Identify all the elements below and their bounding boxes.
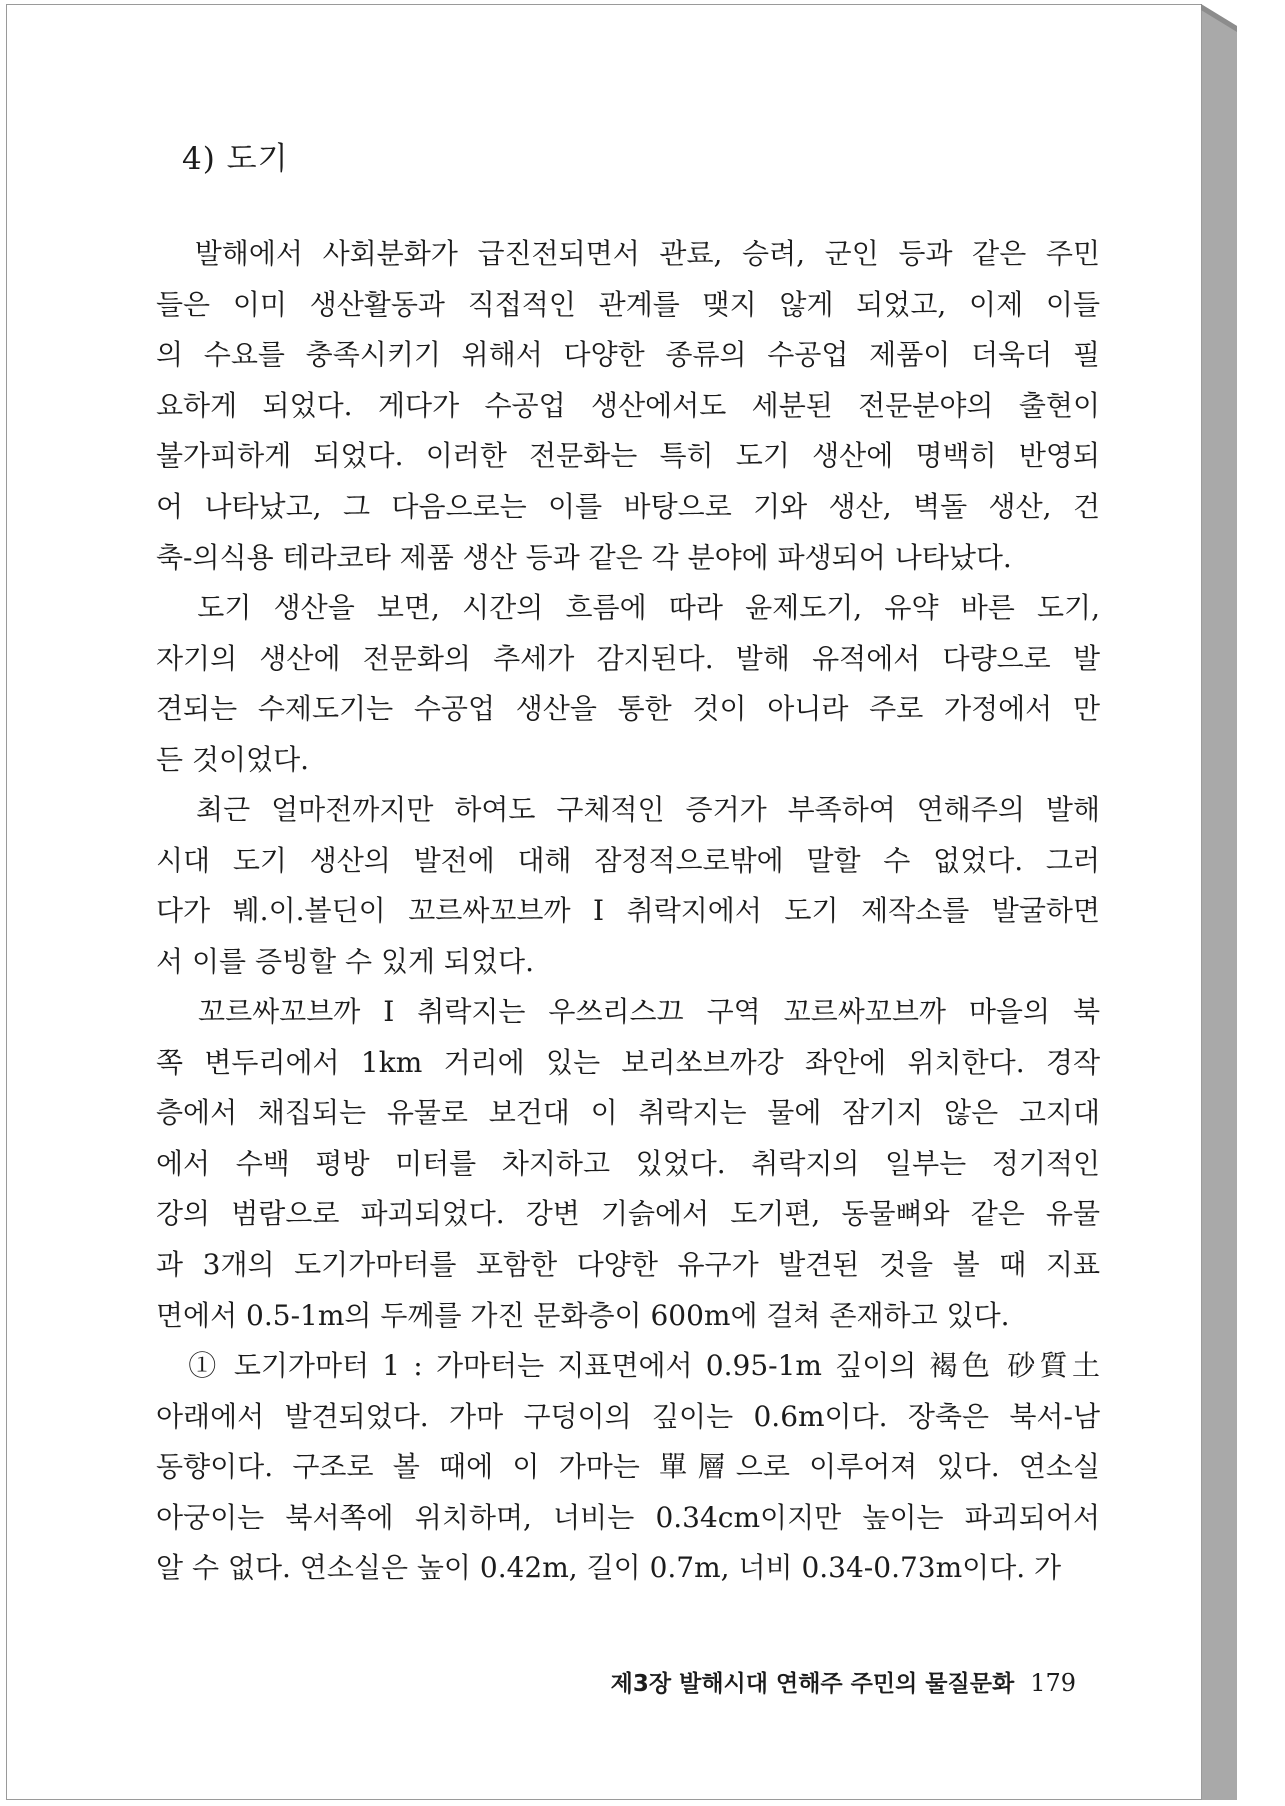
- text-line: 요하게 되었다. 게다가 수공업 생산에서도 세분된 전문분야의 출현이: [156, 388, 1100, 422]
- text-line: 다가 붸.이.볼딘이 꼬르싸꼬브까 I 취락지에서 도기 제작소를 발굴하면: [156, 894, 1100, 928]
- text-line: 서 이를 증빙할 수 있게 되었다.: [156, 944, 534, 978]
- text-line: 들은 이미 생산활동과 직접적인 관계를 맺지 않게 되었고, 이제 이들: [156, 287, 1100, 321]
- paragraph-1: [156, 229, 1100, 583]
- paragraph-5: [156, 1341, 1100, 1594]
- text-line: 든 것이었다.: [156, 742, 310, 776]
- text-line: 아래에서 발견되었다. 가마 구덩이의 깊이는 0.6m이다. 장축은 북서-남: [156, 1399, 1100, 1433]
- text-line: ① 도기가마터 1 : 가마터는 지표면에서 0.95-1m 깊이의 褐色 砂質土: [156, 1349, 1100, 1382]
- page-number: 179: [1030, 1669, 1076, 1697]
- text-line: 쪽 변두리에서 1km 거리에 있는 보리쏘브까강 좌안에 위치한다. 경작: [156, 1045, 1100, 1079]
- paragraph-4: [156, 987, 1100, 1341]
- text-line: 어 나타났고, 그 다음으로는 이를 바탕으로 기와 생산, 벽돌 생산, 건: [156, 489, 1100, 523]
- text-line: 견되는 수제도기는 수공업 생산을 통한 것이 아니라 주로 가정에서 만: [156, 692, 1100, 726]
- text-line: 최근 얼마전까지만 하여도 구체적인 증거가 부족하여 연해주의 발해: [156, 793, 1100, 826]
- chapter-title: 제3장 발해시대 연해주 주민의 물질문화: [610, 1671, 1015, 1697]
- text-line: 면에서 0.5-1m의 두께를 가진 문화층이 600m에 걸쳐 존재하고 있다.: [156, 1298, 1010, 1332]
- text-line: 층에서 채집되는 유물로 보건대 이 취락지는 물에 잠기지 않은 고지대: [156, 1096, 1100, 1130]
- text-line: 아궁이는 북서쪽에 위치하며, 너비는 0.34cm이지만 높이는 파괴되어서: [156, 1500, 1100, 1534]
- section-heading: 4) 도기: [182, 141, 289, 177]
- text-line: 동향이다. 구조로 볼 때에 이 가마는 單層으로 이루어져 있다. 연소실: [156, 1450, 1100, 1484]
- paragraph-3: [156, 785, 1100, 987]
- page-footer: [576, 1665, 1076, 1698]
- book-edge: [1201, 4, 1243, 1800]
- text-line: 축-의식용 테라코타 제품 생산 등과 같은 각 분야에 파생되어 나타났다.: [156, 540, 1012, 574]
- text-line: 발해에서 사회분화가 급진전되면서 관료, 승려, 군인 등과 같은 주민: [156, 237, 1100, 270]
- text-line: 의 수요를 충족시키기 위해서 다양한 종류의 수공업 제품이 더욱더 필: [156, 338, 1100, 372]
- text-line: 강의 범람으로 파괴되었다. 강변 기슭에서 도기편, 동물뼈와 같은 유물: [156, 1197, 1100, 1231]
- text-line: 에서 수백 평방 미터를 차지하고 있었다. 취락지의 일부는 정기적인: [156, 1146, 1100, 1180]
- text-line: 꼬르싸꼬브까 I 취락지는 우쓰리스끄 구역 꼬르싸꼬브까 마을의 북: [156, 995, 1100, 1028]
- text-line: 불가피하게 되었다. 이러한 전문화는 특히 도기 생산에 명백히 반영되: [156, 439, 1100, 473]
- text-line: 알 수 없다. 연소실은 높이 0.42m, 길이 0.7m, 너비 0.34-0.73m이다. 가: [156, 1551, 1062, 1585]
- paragraph-2: [156, 583, 1100, 785]
- text-line: 도기 생산을 보면, 시간의 흐름에 따라 윤제도기, 유약 바른 도기,: [156, 591, 1100, 624]
- text-line: 자기의 생산에 전문화의 추세가 감지된다. 발해 유적에서 다량으로 발: [156, 641, 1100, 675]
- text-line: 과 3개의 도기가마터를 포함한 다양한 유구가 발견된 것을 볼 때 지표: [156, 1247, 1100, 1281]
- text-line: 시대 도기 생산의 발전에 대해 잠정적으로밖에 말할 수 없었다. 그러: [156, 843, 1100, 877]
